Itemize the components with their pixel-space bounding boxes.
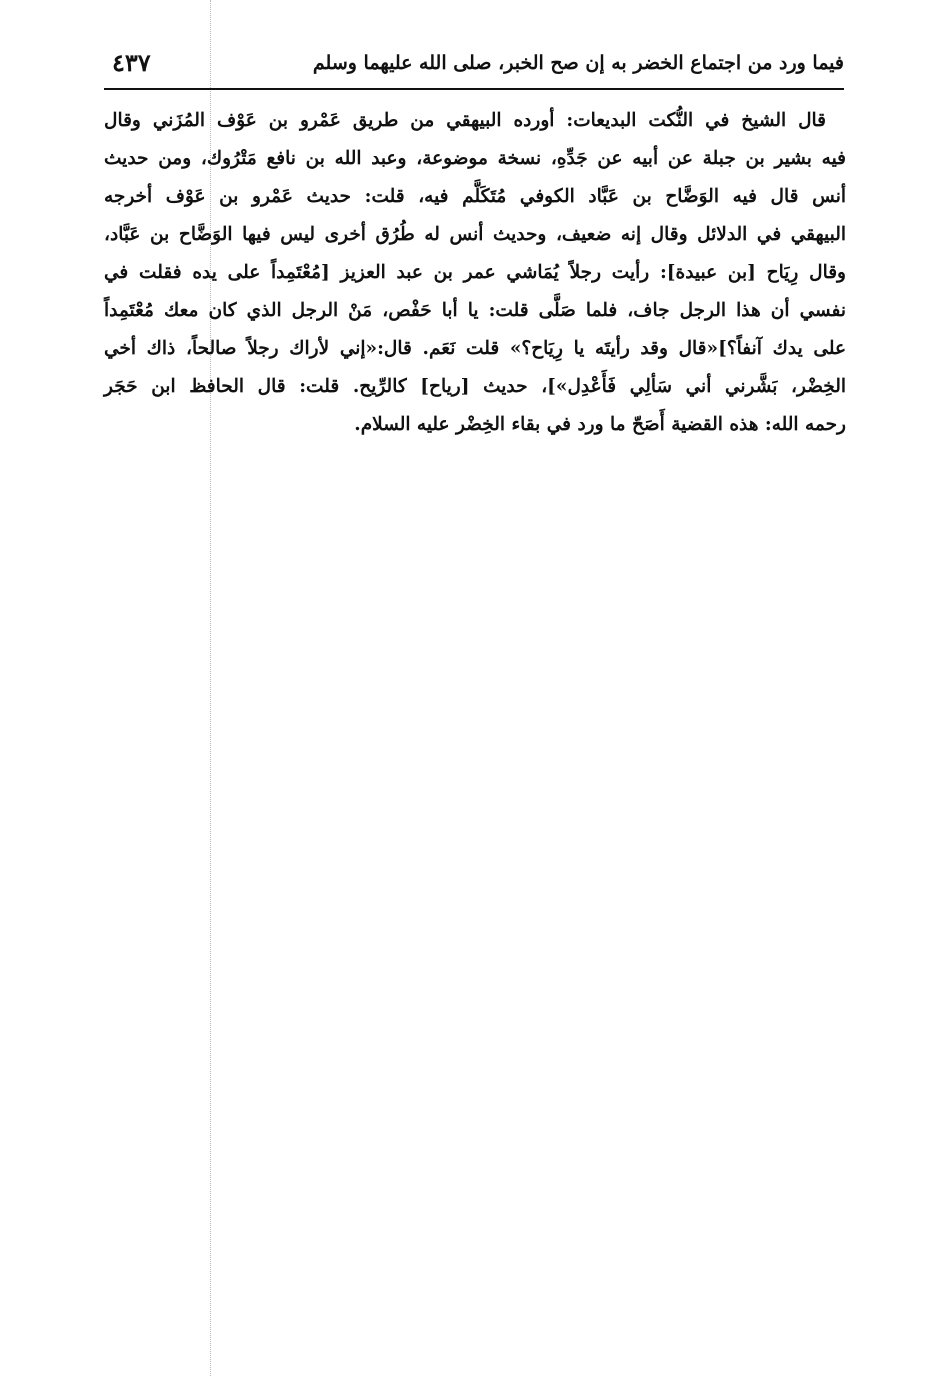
running-title: فيما ورد من اجتماع الخضر به إن صح الخبر، صلى الله عليهما وسلم [312,52,844,74]
text-line: رحمه الله: هذه القضية أَصَحّ ما ورد في بقاء الخِضْر عليه السلام. [354,414,846,435]
text-line: الخِضْر، بَشَّرني أني سَألِي فَأَعْدِل»]، حديث [رياح] كالرِّيح. قلت: قال الحافظ ابن حَجَر [104,376,846,397]
text-line: أنس قال فيه الوَضَّاح بن عَبَّاد الكوفي مُتَكَلَّم فيه، قلت: حديث عَمْرو بن عَوْف أخرجه [104,186,846,207]
text-line: فيه بشير بن جبلة عن أبيه عن جَدِّهِ، نسخة موضوعة، وعبد الله بن نافع مَتْرُوك، ومن حديث [104,148,846,169]
text-line: البيهقي في الدلائل وقال إنه ضعيف، وحديث أنس له طُرُق أخرى ليس فيها الوَضَّاح بن عَبَّاد، [104,224,846,245]
text-line: نفسي أن هذا الرجل جاف، فلما صَلَّى قلت: يا أبا حَفْص، مَنْ الرجل الذي كان معك مُعْتَمِداً [104,300,846,321]
page-header [104,40,844,90]
body-paragraph [104,102,846,444]
page-number: ٤٣٧ [112,48,151,77]
text-line: على يدك آنفاً؟]«قال وقد رأيتَه يا رِيَاح؟» قلت نَعَم. قال:«إني لأراك رجلاً صالحاً، ذاك أخي [104,338,846,359]
text-line: قال الشيخ في النُّكت البديعات: أورده البيهقي من طريق عَمْرو بن عَوْف المُزَني وقال [104,110,826,131]
text-line: وقال رِيَاح [بن عبيدة]: رأيت رجلاً يُمَاشي عمر بن عبد العزيز [مُعْتَمِداً على يده فقلت في [104,262,846,283]
